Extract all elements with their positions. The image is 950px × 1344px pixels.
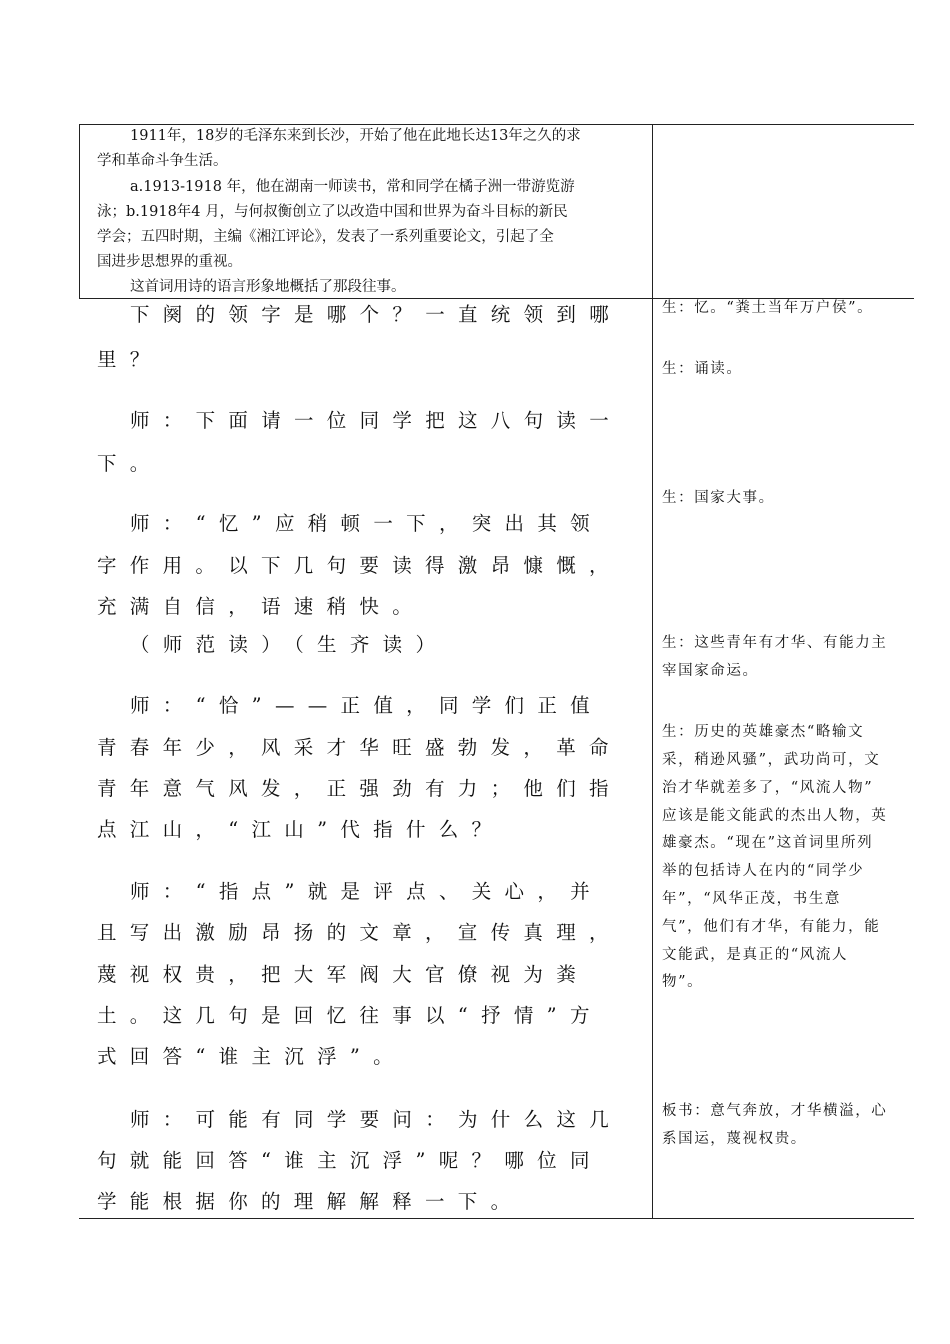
main-line-19: 句就能回答“谁主沉浮”呢？哪位同 xyxy=(97,1149,603,1172)
main-line-4: 下。 xyxy=(97,452,163,475)
main-line-7: 充满自信，语速稍快。 xyxy=(97,595,426,618)
side-line-5: 宰国家命运。 xyxy=(662,663,759,679)
table-left-border-intro xyxy=(79,124,80,299)
main-line-16: 土。这几句是回忆往事以“抒情”方 xyxy=(97,1004,603,1027)
main-line-15: 蔑视权贵，把大军阀大官僚视为粪 xyxy=(97,963,590,986)
main-line-8: （师范读）（生齐读） xyxy=(130,633,449,656)
main-line-14: 且写出激励昂扬的文章，宣传真理， xyxy=(97,921,622,944)
side-line-16: 板书：意气奔放，才华横溢，心 xyxy=(662,1103,888,1119)
intro-line-1: 1911年，18岁的毛泽东来到长沙，开始了他在此地长达13年之久的求 xyxy=(130,128,581,144)
side-line-1: 生：忆。“粪土当年万户侯”。 xyxy=(662,300,874,316)
side-line-13: 气”，他们有才华，有能力，能 xyxy=(662,919,881,935)
side-line-17: 系国运，蔑视权贵。 xyxy=(662,1131,807,1147)
side-line-7: 采，稍逊风骚”，武功尚可，文 xyxy=(662,752,881,768)
side-line-11: 举的包括诗人在内的“同学少 xyxy=(662,863,865,879)
side-line-14: 文能武，是真正的“风流人 xyxy=(662,947,849,963)
intro-line-4: 泳；b.1918年4 月，与何叔衡创立了以改造中国和世界为奋斗目标的新民 xyxy=(97,204,568,220)
side-line-10: 雄豪杰。“现在”这首词里所列 xyxy=(662,835,874,851)
main-line-10: 青春年少，风采才华旺盛勃发，革命 xyxy=(97,736,622,759)
main-line-3: 师：下面请一位同学把这八句读一 xyxy=(130,409,623,432)
side-line-4: 生：这些青年有才华、有能力主 xyxy=(662,635,888,651)
side-line-15: 物”。 xyxy=(662,974,704,990)
side-line-8: 治才华就差多了，“风流人物” xyxy=(662,780,874,796)
column-divider xyxy=(652,124,653,1219)
main-line-2: 里？ xyxy=(97,348,163,371)
main-line-5: 师：“忆”应稍顿一下，突出其领 xyxy=(130,512,603,535)
main-line-6: 字作用。以下几句要读得激昂慷慨， xyxy=(97,554,622,577)
side-line-9: 应该是能文能武的杰出人物，英 xyxy=(662,808,888,824)
main-line-17: 式回答“谁主沉浮”。 xyxy=(97,1045,406,1068)
intro-line-5: 学会；五四时期，主编《湘江评论》，发表了一系列重要论文，引起了全 xyxy=(97,229,554,245)
main-line-9: 师：“恰”——正值，同学们正值 xyxy=(130,694,603,717)
side-line-12: 年”，“风华正茂，书生意 xyxy=(662,891,842,907)
main-line-1: 下阕的领字是哪个？一直统领到哪 xyxy=(130,303,623,326)
side-line-2: 生：诵读。 xyxy=(662,361,743,377)
intro-line-3: a.1913-1918 年，他在湖南一师读书，常和同学在橘子洲一带游览游 xyxy=(130,179,575,195)
side-line-3: 生：国家大事。 xyxy=(662,490,775,506)
intro-line-7: 这首词用诗的语言形象地概括了那段往事。 xyxy=(130,279,406,295)
side-line-6: 生：历史的英雄豪杰“略输文 xyxy=(662,724,865,740)
main-line-18: 师：可能有同学要问：为什么这几 xyxy=(130,1108,623,1131)
main-line-20: 学能根据你的理解解释一下。 xyxy=(97,1190,524,1213)
table-bottom-border xyxy=(79,1218,914,1219)
main-line-13: 师：“指点”就是评点、关心，并 xyxy=(130,880,603,903)
intro-line-2: 学和革命斗争生活。 xyxy=(97,153,228,169)
main-line-12: 点江山，“江山”代指什么？ xyxy=(97,818,505,841)
main-line-11: 青年意气风发，正强劲有力；他们指 xyxy=(97,777,622,800)
intro-line-6: 国进步思想界的重视。 xyxy=(97,254,242,270)
